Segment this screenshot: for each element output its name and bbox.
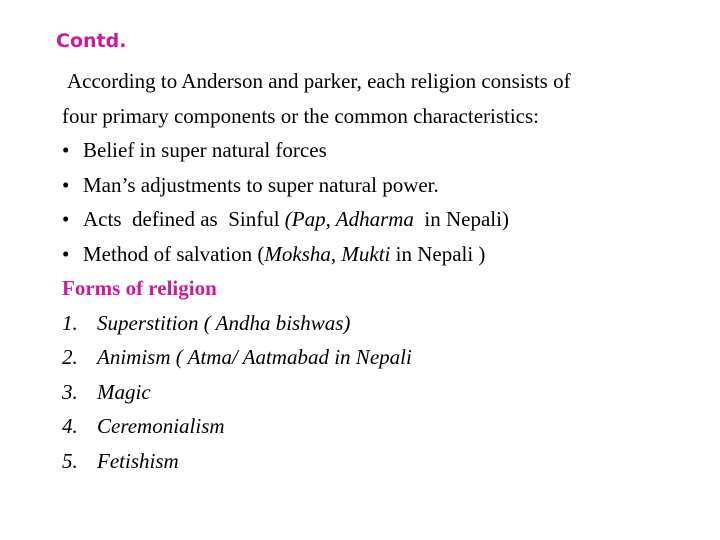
bullet-item-acts bbox=[62, 202, 702, 237]
bullet-text-pre: Acts defined as Sinful bbox=[83, 207, 285, 231]
forms-heading: Forms of religion bbox=[62, 276, 217, 300]
form-text: Animism ( Atma/ Aatmabad in Nepali bbox=[97, 345, 412, 369]
slide-content bbox=[62, 64, 702, 478]
form-item-superstition bbox=[62, 306, 702, 341]
bullet-text-italic: Moksha, Mukti bbox=[264, 241, 391, 266]
bullet-text: Man’s adjustments to super natural power. bbox=[83, 172, 439, 197]
bullet-text-post: in Nepali) bbox=[413, 207, 509, 231]
form-number: 2. bbox=[62, 345, 78, 369]
slide-title: Contd. bbox=[56, 30, 127, 52]
bullet-text-pre: Method of salvation ( bbox=[83, 241, 265, 266]
bullet-marker: • bbox=[62, 241, 70, 266]
form-item-magic bbox=[62, 375, 702, 410]
form-item-fetishism bbox=[62, 444, 702, 479]
form-text: Fetishism bbox=[97, 448, 179, 473]
form-number: 5. bbox=[62, 448, 78, 473]
form-text: Ceremonialism bbox=[97, 414, 225, 438]
bullet-item-adjustments bbox=[62, 168, 702, 203]
bullet-item-belief bbox=[62, 133, 702, 168]
bullet-marker: • bbox=[62, 207, 70, 231]
bullet-text-post: in Nepali ) bbox=[390, 241, 486, 266]
intro-line-2: four primary components or the common characteristics: bbox=[62, 103, 540, 128]
intro-line-1: According to Anderson and parker, each religion consists of bbox=[67, 69, 571, 93]
form-item-animism bbox=[62, 340, 702, 375]
form-item-ceremonialism bbox=[62, 409, 702, 444]
form-number: 1. bbox=[62, 310, 78, 335]
form-number: 4. bbox=[62, 414, 78, 438]
bullet-marker: • bbox=[62, 172, 70, 197]
bullet-text-italic: (Pap, Adharma bbox=[284, 207, 414, 231]
form-text: Superstition ( Andha bishwas) bbox=[97, 310, 351, 335]
bullet-marker: • bbox=[62, 138, 70, 162]
form-number: 3. bbox=[62, 379, 78, 404]
form-text: Magic bbox=[97, 379, 151, 404]
bullet-text: Belief in super natural forces bbox=[83, 138, 327, 162]
bullet-item-salvation bbox=[62, 237, 702, 272]
